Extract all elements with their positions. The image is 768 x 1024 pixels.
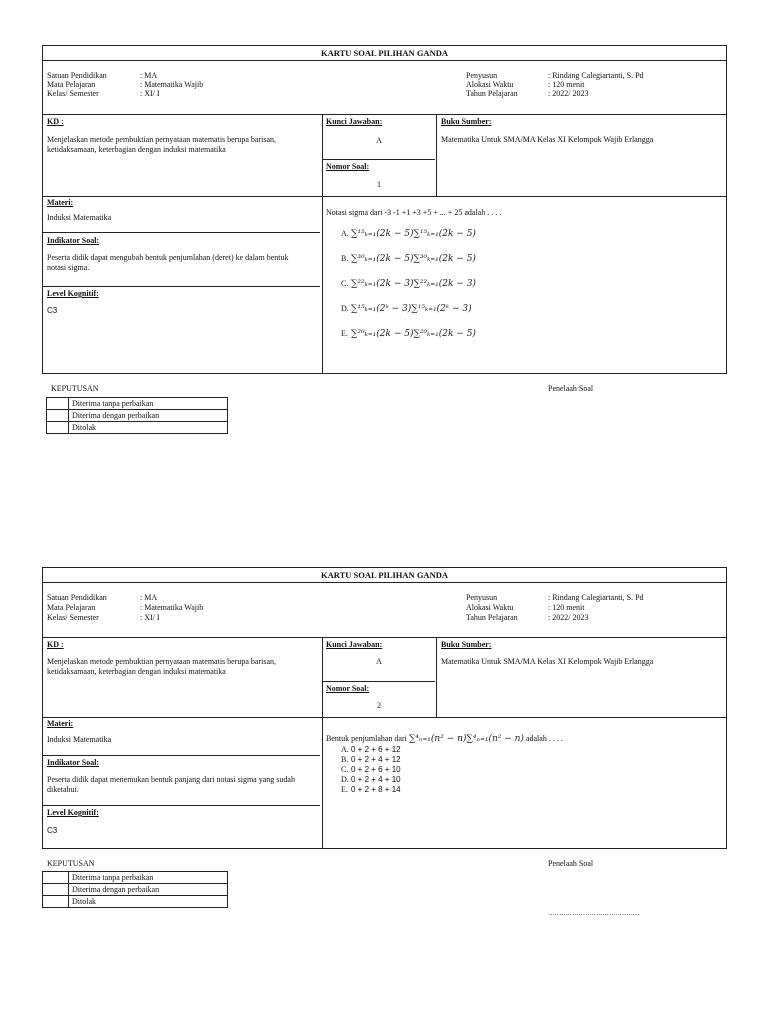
decision-label: KEPUTUSAN: [51, 384, 99, 393]
decision-table: [46, 397, 228, 434]
divider: [43, 114, 726, 115]
source-book-text: Matematika Untuk SMA/MA Kelas XI Kelompok Wajib Erlangga: [441, 657, 654, 666]
decision-row: [47, 398, 228, 410]
signature-line: ……………………………………: [548, 909, 639, 917]
cognitive-level-label: Level Kognitif:: [47, 289, 99, 298]
indicator-label: Indikator Soal:: [47, 236, 100, 245]
decision-row: [43, 872, 228, 884]
decision-option: Diterima dengan perbaikan: [69, 884, 228, 896]
divider: [43, 232, 320, 233]
divider: [43, 286, 320, 287]
meta-class: Kelas/ Semester : XI/ I: [47, 89, 160, 98]
option-d: D. ∑¹⁵ₖ₌₁(2ᵏ − 3)∑¹⁵ₖ₌₁(2ᵏ − 3): [341, 304, 472, 314]
divider: [43, 582, 726, 583]
meta-year: Tahun Pelajaran : 2022/ 2023: [466, 613, 589, 622]
material-text: Induksi Matematika: [47, 213, 112, 222]
material-label: Materi:: [47, 719, 74, 728]
option-b: B. 0 + 2 + 4 + 12: [341, 755, 401, 764]
meta-author: Penyusun : Rindang Calegiartanti, S. Pd: [466, 593, 644, 602]
material-label: Materi:: [47, 198, 74, 207]
option-d: D. 0 + 2 + 4 + 10: [341, 775, 401, 784]
cognitive-level-value: C3: [47, 306, 58, 315]
question-card-2: [42, 567, 727, 849]
decision-row: [43, 884, 228, 896]
meta-time: Alokasi Waktu : 120 menit: [466, 603, 585, 612]
checkbox[interactable]: [47, 422, 69, 434]
question-number-value: 2: [377, 701, 381, 710]
checkbox[interactable]: [47, 410, 69, 422]
decision-row: [47, 422, 228, 434]
question-number-label: Nomor Soal:: [326, 162, 370, 171]
source-book-label: Buku Sumber:: [441, 117, 492, 126]
option-b: B. ∑³⁰ₖ₌₁(2k − 5)∑³⁰ₖ₌₁(2k − 5): [341, 254, 476, 264]
decision-label: KEPUTUSAN: [47, 859, 95, 868]
kd-text: Menjelaskan metode pembuktian pernyataan matematis berupa barisan, ketidaksamaan, keterbagian dengan induksi matematika: [47, 135, 277, 154]
question-number-value: 1: [377, 180, 381, 189]
divider: [436, 114, 437, 196]
reviewer-label: Penelaah Soal: [548, 859, 594, 868]
reviewer-label: Penelaah Soal: [548, 384, 594, 393]
meta-time: Alokasi Waktu : 120 menit: [466, 80, 585, 89]
option-a: A. 0 + 2 + 6 + 12: [341, 745, 401, 754]
checkbox[interactable]: [43, 896, 69, 908]
question-card-1: [42, 45, 727, 374]
meta-subject: Mata Pelajaran : Matematika Wajib: [47, 80, 204, 89]
card-title: KARTU SOAL PILIHAN GANDA: [321, 48, 448, 58]
source-book-label: Buku Sumber:: [441, 640, 492, 649]
checkbox[interactable]: [47, 398, 69, 410]
divider: [322, 637, 323, 848]
decision-row: [43, 896, 228, 908]
decision-option: Ditolak: [69, 896, 228, 908]
checkbox[interactable]: [43, 872, 69, 884]
decision-table: [42, 871, 228, 908]
question-number-label: Nomor Soal:: [326, 684, 370, 693]
divider: [43, 637, 726, 638]
meta-author: Penyusun : Rindang Calegiartanti, S. Pd: [466, 71, 644, 80]
option-e: E. 0 + 2 + 8 + 14: [341, 785, 401, 794]
divider: [43, 805, 320, 806]
material-text: Induksi Matematika: [47, 735, 112, 744]
decision-option: Diterima tanpa perbaikan: [69, 872, 228, 884]
meta-year: Tahun Pelajaran : 2022/ 2023: [466, 89, 589, 98]
card-title: KARTU SOAL PILIHAN GANDA: [321, 570, 448, 580]
meta-subject: Mata Pelajaran : Matematika Wajib: [47, 603, 204, 612]
answer-key-value: A: [376, 657, 382, 666]
divider: [43, 196, 726, 197]
kd-label: KD :: [47, 117, 64, 126]
question-text: Notasi sigma dari -3 -1 +1 +3 +5 + ... + 25 adalah . . . .: [326, 208, 502, 217]
decision-option: Diterima dengan perbaikan: [69, 410, 228, 422]
decision-row: [47, 410, 228, 422]
divider: [322, 159, 435, 160]
decision-option: Ditolak: [69, 422, 228, 434]
divider: [436, 637, 437, 717]
option-a: A. ∑¹⁵ₖ₌₁(2k − 5)∑¹⁵ₖ₌₁(2k − 5): [341, 229, 476, 239]
divider: [43, 755, 320, 756]
checkbox[interactable]: [43, 884, 69, 896]
cognitive-level-label: Level Kognitif:: [47, 808, 99, 817]
divider: [322, 114, 323, 373]
indicator-label: Indikator Soal:: [47, 758, 100, 767]
divider: [322, 681, 435, 682]
indicator-text: Peserta didik dapat mengubah bentuk penjumlahan (deret) ke dalam bentuk notasi sigma.: [47, 253, 289, 272]
question-text: Bentuk penjumlahan dari ∑⁴ₙ₌₁(n² − n)∑⁴ₙ₌₁(n² − n) adalah . . . .: [326, 734, 563, 744]
divider: [43, 60, 726, 61]
kd-label: KD :: [47, 640, 64, 649]
cognitive-level-value: C3: [47, 826, 58, 835]
indicator-text: Peserta didik dapat menemukan bentuk panjang dari notasi sigma yang sudah diketahui.: [47, 775, 295, 794]
meta-school: Satuan Pendidikan : MA: [47, 71, 158, 80]
kd-text: Menjelaskan metode pembuktian pernyataan matematis berupa barisan, ketidaksamaan, keterbagian dengan induksi matematika: [47, 657, 277, 676]
decision-option: Diterima tanpa perbaikan: [69, 398, 228, 410]
option-c: C. 0 + 2 + 6 + 10: [341, 765, 401, 774]
answer-key-value: A: [376, 136, 382, 145]
option-c: C. ∑²²ₖ₌₁(2k − 3)∑²²ₖ₌₁(2k − 3): [341, 279, 476, 289]
meta-school: Satuan Pendidikan : MA: [47, 593, 158, 602]
divider: [43, 717, 726, 718]
answer-key-label: Kunci Jawaban:: [326, 117, 383, 126]
meta-class: Kelas/ Semester : XI/ I: [47, 613, 160, 622]
source-book-text: Matematika Untuk SMA/MA Kelas XI Kelompok Wajib Erlangga: [441, 135, 654, 144]
question-sigma-expr: ∑⁴ₙ₌₁(n² − n)∑⁴ₙ₌₁(n² − n): [408, 734, 524, 744]
answer-key-label: Kunci Jawaban:: [326, 640, 383, 649]
option-e: E. ∑²⁰ₖ₌₁(2k − 5)∑²⁰ₖ₌₁(2k − 5): [341, 329, 476, 339]
